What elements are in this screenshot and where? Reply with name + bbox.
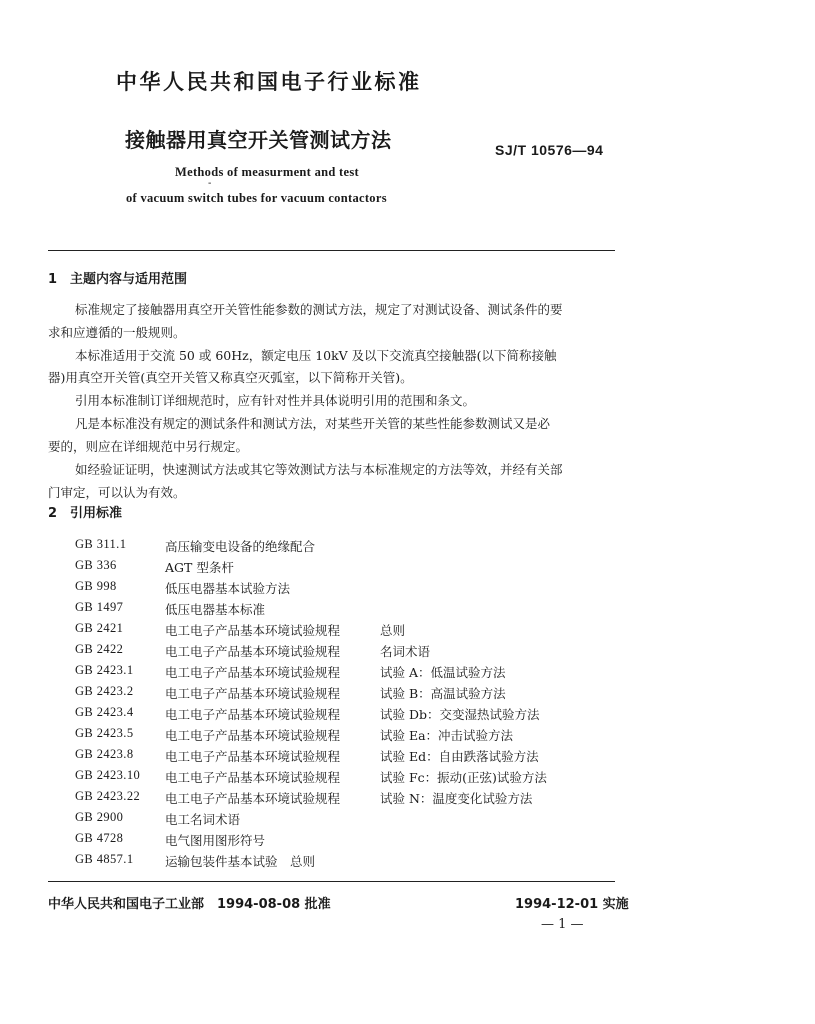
ref-title: 电工电子产品基本环境试验规程	[165, 770, 341, 785]
section-1-line: 器)用真空开关管(真空开关管又称真空灭弧室，以下简称开关管)。	[48, 370, 413, 385]
section-2-title: 引用标准	[70, 506, 123, 521]
ref-code: GB 1497	[75, 600, 124, 614]
ref-part: 试验 B：高温试验方法	[380, 686, 506, 701]
section-1-heading	[48, 268, 187, 287]
ref-title: 电气图用图形符号	[165, 833, 266, 848]
ref-code: GB 311.1	[75, 537, 127, 551]
ref-title: AGT 型条杆	[165, 560, 234, 575]
section-2-heading	[48, 502, 122, 521]
ref-title: 运输包装件基本试验 总则	[165, 854, 316, 869]
effective-date: 1994-12-01 实施	[515, 897, 629, 912]
ref-title: 电工电子产品基本环境试验规程	[165, 665, 341, 680]
ref-title: 电工电子产品基本环境试验规程	[165, 623, 341, 638]
section-1-title: 主题内容与适用范围	[70, 272, 188, 287]
ref-part: 试验 Ed：自由跌落试验方法	[380, 749, 539, 764]
ref-part: 试验 N：温度变化试验方法	[380, 791, 533, 806]
ref-part: 总则	[380, 623, 406, 638]
ref-code: GB 4857.1	[75, 852, 134, 866]
standard-category-title: 中华人民共和国电子行业标准	[116, 70, 422, 94]
ref-title: 低压电器基本标准	[165, 602, 266, 617]
ref-code: GB 2900	[75, 810, 124, 824]
document-code: SJ/T 10576—94	[495, 142, 604, 158]
ref-code: GB 2423.5	[75, 726, 134, 740]
ref-code: GB 336	[75, 558, 117, 572]
document-title: 接触器用真空开关管测试方法	[125, 128, 392, 152]
ref-part: 试验 Ea：冲击试验方法	[380, 728, 514, 743]
ref-title: 电工名词术语	[165, 812, 241, 827]
ref-title: 高压输变电设备的绝缘配合	[165, 539, 316, 554]
ref-title: 电工电子产品基本环境试验规程	[165, 749, 341, 764]
section-2-number: 2	[48, 506, 58, 521]
page-number: — 1 —	[541, 917, 584, 932]
section-1-line: 本标准适用于交流 50 或 60Hz，额定电压 10kV 及以下交流真空接触器(以下简称接触	[75, 348, 557, 363]
section-1-line: 标准规定了接触器用真空开关管性能参数的测试方法，规定了对测试设备、测试条件的要	[75, 302, 563, 317]
english-title-mark: -	[208, 178, 212, 189]
ref-part: 名词术语	[380, 644, 431, 659]
ref-part: 试验 A：低温试验方法	[380, 665, 506, 680]
header-divider	[48, 250, 615, 251]
section-1-number: 1	[48, 272, 58, 287]
ref-title: 低压电器基本试验方法	[165, 581, 291, 596]
approval-line: 中华人民共和国电子工业部 1994-08-08 批准	[48, 897, 331, 912]
ref-code: GB 2422	[75, 642, 124, 656]
ref-title: 电工电子产品基本环境试验规程	[165, 644, 341, 659]
ref-code: GB 2423.2	[75, 684, 134, 698]
ref-code: GB 2421	[75, 621, 124, 635]
ref-code: GB 998	[75, 579, 117, 593]
ref-part: 试验 Fc：振动(正弦)试验方法	[380, 770, 547, 785]
section-1-line: 凡是本标准没有规定的测试条件和测试方法，对某些开关管的某些性能参数测试又是必	[75, 416, 551, 431]
section-1-line: 门审定，可以认为有效。	[48, 485, 186, 500]
section-1-line: 如经验证证明，快速测试方法或其它等效测试方法与本标准规定的方法等效，并经有关部	[75, 462, 563, 477]
ref-code: GB 2423.10	[75, 768, 141, 782]
ref-code: GB 2423.4	[75, 705, 134, 719]
ref-title: 电工电子产品基本环境试验规程	[165, 791, 341, 806]
ref-title: 电工电子产品基本环境试验规程	[165, 686, 341, 701]
ref-title: 电工电子产品基本环境试验规程	[165, 707, 341, 722]
ref-code: GB 2423.8	[75, 747, 134, 761]
ref-code: GB 2423.1	[75, 663, 134, 677]
ref-code: GB 4728	[75, 831, 124, 845]
ref-code: GB 2423.22	[75, 789, 141, 803]
ref-part: 试验 Db：交变湿热试验方法	[380, 707, 540, 722]
section-1-line: 引用本标准制订详细规范时，应有针对性并具体说明引用的范围和条文。	[75, 393, 476, 408]
english-title-line-2: of vacuum switch tubes for vacuum contactors	[126, 191, 387, 205]
section-1-line: 求和应遵循的一般规则。	[48, 325, 186, 340]
section-1-line: 要的，则应在详细规范中另行规定。	[48, 439, 249, 454]
footer-divider	[48, 881, 615, 882]
ref-title: 电工电子产品基本环境试验规程	[165, 728, 341, 743]
english-title-line-1: Methods of measurment and test	[175, 165, 359, 179]
